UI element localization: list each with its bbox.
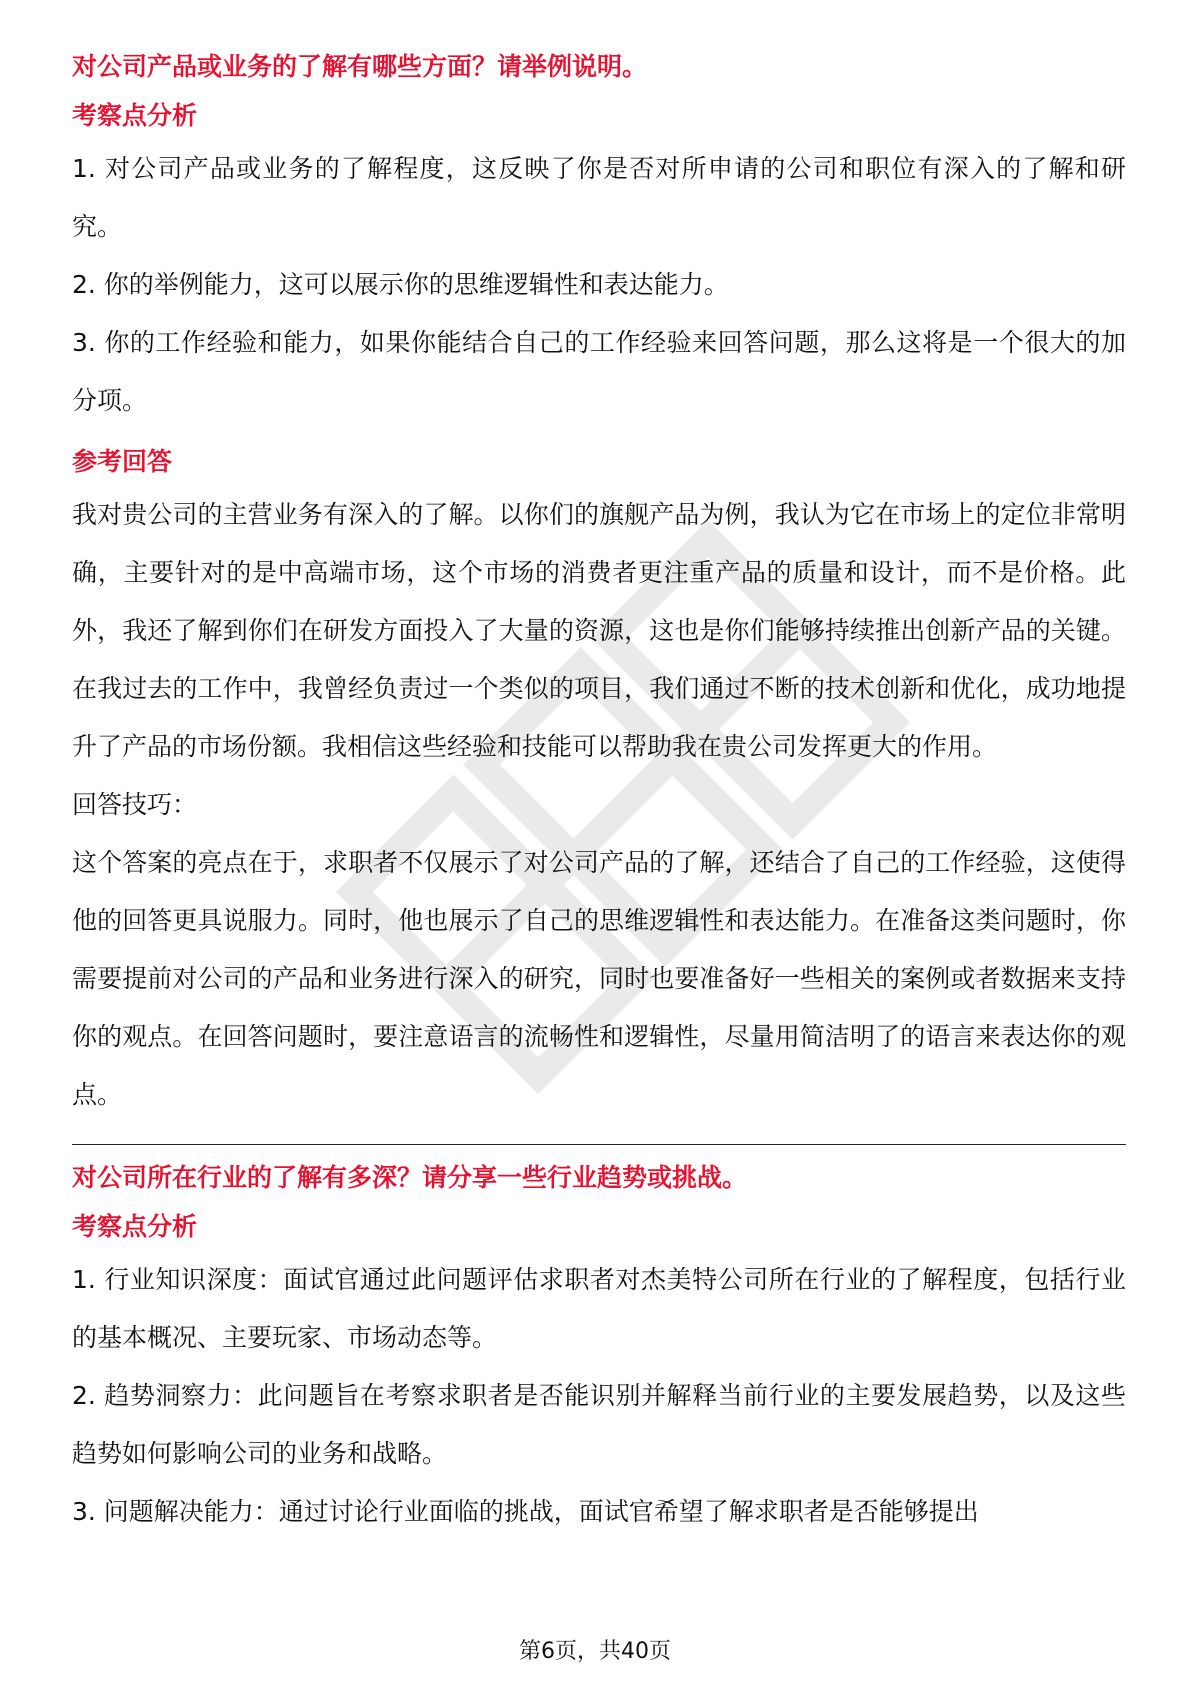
tips-text-1: 这个答案的亮点在于，求职者不仅展示了对公司产品的了解，还结合了自己的工作经验，这使得他的回答更具说服力。同时，他也展示了自己的思维逻辑性和表达能力。在准备这类问题时，你需要提前对公司的产品和业务进行深入的研究，同时也要准备好一些相关的案例或者数据来支持你的观点。在回答问题时，要注意语言的流畅性和逻辑性，尽量用简洁明了的语言来表达你的观点。 (72, 848, 1126, 1109)
tips-title-1: 回答技巧： (72, 790, 198, 819)
analysis-item-1-3: 3. 你的工作经验和能力，如果你能结合自己的工作经验来回答问题，那么这将是一个很大的加分项。 (72, 328, 1126, 415)
analysis-item-2-2: 2. 趋势洞察力：此问题旨在考察求职者是否能识别并解释当前行业的主要发展趋势，以及这些趋势如何影响公司的业务和战略。 (72, 1381, 1126, 1468)
answer-title-1: 参考回答 (72, 447, 173, 476)
page-number: 第6页，共40页 (519, 1639, 671, 1664)
analysis-item-2-3: 3. 问题解决能力：通过讨论行业面临的挑战，面试官希望了解求职者是否能够提出 (72, 1497, 979, 1526)
question-heading-1: 对公司产品或业务的了解有哪些方面？请举例说明。 (72, 52, 648, 81)
question-heading-2: 对公司所在行业的了解有多深？请分享一些行业趋势或挑战。 (72, 1163, 748, 1192)
analysis-title-1: 考察点分析 (72, 101, 198, 130)
document-page (72, 48, 1126, 1541)
analysis-item-1-1: 1. 对公司产品或业务的了解程度，这反映了你是否对所申请的公司和职位有深入的了解和研究。 (72, 154, 1126, 241)
analysis-item-1-2: 2. 你的举例能力，这可以展示你的思维逻辑性和表达能力。 (72, 270, 729, 299)
analysis-item-2-1: 1. 行业知识深度：面试官通过此问题评估求职者对杰美特公司所在行业的了解程度，包括行业的基本概况、主要玩家、市场动态等。 (72, 1265, 1126, 1352)
section-divider (72, 1144, 1126, 1145)
answer-text-1: 我对贵公司的主营业务有深入的了解。以你们的旗舰产品为例，我认为它在市场上的定位非常明确，主要针对的是中高端市场，这个市场的消费者更注重产品的质量和设计，而不是价格。此外，我还了解到你们在研发方面投入了大量的资源，这也是你们能够持续推出创新产品的关键。在我过去的工作中，我曾经负责过一个类似的项目，我们通过不断的技术创新和优化，成功地提升了产品的市场份额。我相信这些经验和技能可以帮助我在贵公司发挥更大的作用。 (72, 500, 1126, 761)
analysis-title-2: 考察点分析 (72, 1212, 198, 1241)
